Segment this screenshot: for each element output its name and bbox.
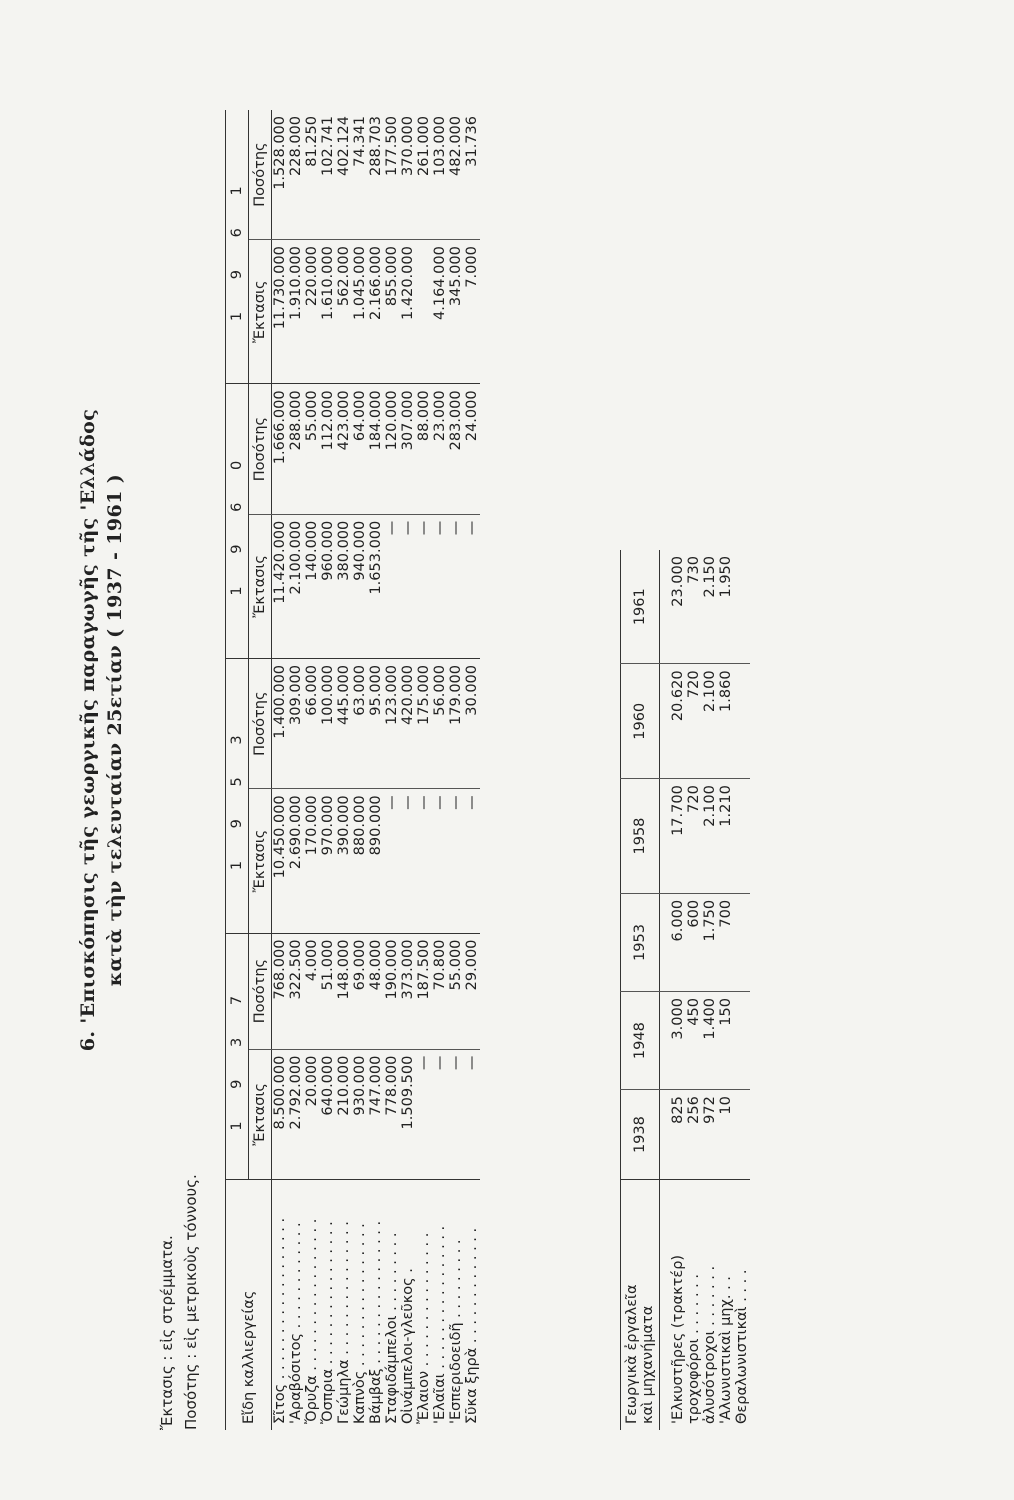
- quantity-value: 179.000: [448, 658, 464, 788]
- area-value: 1.420.000: [400, 240, 416, 384]
- quantity-value: 24.000: [464, 384, 480, 514]
- table-row: [272, 110, 289, 1430]
- area-value: —: [464, 1049, 480, 1179]
- area-header: Ἔκτασις: [249, 240, 272, 384]
- page-title: [75, 30, 129, 1430]
- machines-table: [620, 550, 750, 1430]
- quantity-value: 70.800: [432, 933, 448, 1049]
- year-header: 1 9 5 3: [226, 658, 249, 933]
- machine-count: 20.620: [660, 664, 687, 779]
- quantity-value: 768.000: [272, 933, 289, 1049]
- machine-count: 2.100: [702, 664, 718, 779]
- crop-name: Σταφιδάμπελοι . . . . . . . . .: [384, 1232, 400, 1424]
- table-row: [416, 110, 432, 1430]
- quantity-value: 63.000: [352, 658, 368, 788]
- quantity-value: 445.000: [336, 658, 352, 788]
- units-legend: [155, 30, 203, 1430]
- quantity-value: 102.741: [320, 110, 336, 240]
- quantity-value: 482.000: [448, 110, 464, 240]
- quantity-value: 309.000: [288, 658, 304, 788]
- machine-count: 730: [686, 550, 702, 664]
- quantity-value: 120.000: [384, 384, 400, 514]
- machine-count: 2.150: [702, 550, 718, 664]
- quantity-value: 69.000: [352, 933, 368, 1049]
- machine-count: 150: [718, 992, 734, 1090]
- table-row: [718, 550, 734, 1430]
- machine-count: [734, 664, 750, 779]
- quantity-value: 23.000: [432, 384, 448, 514]
- quantity-value: 123.000: [384, 658, 400, 788]
- table-row: [686, 550, 702, 1430]
- title-line-2: κατὰ τὴν τελευταίαν 25ετίαν ( 1937 - 1961 ): [104, 473, 126, 987]
- machine-count: 2.100: [702, 779, 718, 894]
- quantity-value: 190.000: [384, 933, 400, 1049]
- quantity-value: 55.000: [304, 384, 320, 514]
- machine-count: [734, 992, 750, 1090]
- quantity-value: 48.000: [368, 933, 384, 1049]
- quantity-value: 1.400.000: [272, 658, 289, 788]
- area-value: 210.000: [336, 1049, 352, 1179]
- quantity-value: 88.000: [416, 384, 432, 514]
- machine-count: 1.210: [718, 779, 734, 894]
- area-value: 890.000: [368, 789, 384, 933]
- crop-name: Σῦκα ξηρὰ . . . . . . . . . . . . .: [464, 1227, 480, 1424]
- crop-name: 'Ελαῖαι . . . . . . . . . . . . . . . .: [432, 1225, 448, 1424]
- crop-name: Οἰνάμπελοι-γλεῦκος .: [400, 1268, 416, 1424]
- quantity-value: 30.000: [464, 658, 480, 788]
- crop-name: Ὄσπρια . . . . . . . . . . . . . . . .: [320, 1221, 336, 1424]
- machine-count: 256: [686, 1090, 702, 1180]
- area-value: 2.166.000: [368, 240, 384, 384]
- area-value: 747.000: [368, 1049, 384, 1179]
- quantity-value: 148.000: [336, 933, 352, 1049]
- quantity-value: 420.000: [400, 658, 416, 788]
- quantity-value: 112.000: [320, 384, 336, 514]
- quantity-value: 1.528.000: [272, 110, 289, 240]
- quantity-value: 187.500: [416, 933, 432, 1049]
- crop-name: Ὄρυζα . . . . . . . . . . . . . . . . .: [304, 1218, 320, 1424]
- quantity-value: 261.000: [416, 110, 432, 240]
- machine-count: 972: [702, 1090, 718, 1180]
- machine-count: 1.950: [718, 550, 734, 664]
- machine-year-header: 1958: [621, 779, 660, 894]
- machine-count: 700: [718, 893, 734, 991]
- area-value: —: [400, 789, 416, 933]
- machine-count: 1.400: [702, 992, 718, 1090]
- machine-year-header: 1948: [621, 992, 660, 1090]
- quantity-value: 81.250: [304, 110, 320, 240]
- machine-count: [734, 550, 750, 664]
- quantity-value: 288.703: [368, 110, 384, 240]
- legend-area: Ἔκτασις : εἰς στρέμματα.: [158, 1235, 176, 1430]
- quantity-value: 1.666.000: [272, 384, 289, 514]
- area-value: 2.100.000: [288, 514, 304, 658]
- area-value: 4.164.000: [432, 240, 448, 384]
- year-header: 1 9 6 0: [226, 384, 249, 659]
- table-row: [448, 110, 464, 1430]
- machine-year-header: 1960: [621, 664, 660, 779]
- crop-name: Καπνὸς . . . . . . . . . . . . . . . .: [352, 1223, 368, 1424]
- area-value: 390.000: [336, 789, 352, 933]
- quantity-value: 51.000: [320, 933, 336, 1049]
- area-value: —: [432, 1049, 448, 1179]
- machine-name: 'Ελκυστῆρες (τρακτέρ): [670, 1254, 686, 1424]
- area-value: —: [400, 514, 416, 658]
- quantity-value: 175.000: [416, 658, 432, 788]
- title-line-1: 6. 'Επισκόπησις τῆς γεωργικῆς παραγωγῆς τῆς 'Ελλάδος: [77, 408, 99, 1052]
- table-row: [336, 110, 352, 1430]
- area-value: 10.450.000: [272, 789, 289, 933]
- area-value: 1.509.500: [400, 1049, 416, 1179]
- table-row: [320, 110, 336, 1430]
- crop-name: Γεώμηλα . . . . . . . . . . . . . . .: [336, 1221, 352, 1424]
- area-value: 20.000: [304, 1049, 320, 1179]
- area-value: —: [432, 789, 448, 933]
- quantity-value: 74.341: [352, 110, 368, 240]
- machine-year-header: 1953: [621, 893, 660, 991]
- area-value: —: [416, 1049, 432, 1179]
- machine-count: 1.750: [702, 893, 718, 991]
- quantity-value: 29.000: [464, 933, 480, 1049]
- area-value: —: [448, 1049, 464, 1179]
- quantity-value: 307.000: [400, 384, 416, 514]
- area-header: Ἔκτασις: [249, 789, 272, 933]
- area-value: 380.000: [336, 514, 352, 658]
- table-row: [734, 550, 750, 1430]
- quantity-value: 64.000: [352, 384, 368, 514]
- area-value: —: [416, 789, 432, 933]
- machine-count: 450: [686, 992, 702, 1090]
- area-value: 11.730.000: [272, 240, 289, 384]
- machine-count: [734, 893, 750, 991]
- quantity-value: 100.000: [320, 658, 336, 788]
- area-value: —: [464, 514, 480, 658]
- area-value: 11.420.000: [272, 514, 289, 658]
- quantity-header: Ποσότης: [249, 384, 272, 514]
- machine-name: τροχοφόροι . . . . . . .: [686, 1274, 702, 1424]
- area-value: —: [384, 514, 400, 658]
- table-row: [384, 110, 400, 1430]
- quantity-value: 95.000: [368, 658, 384, 788]
- table-row: [352, 110, 368, 1430]
- quantity-value: 184.000: [368, 384, 384, 514]
- area-value: 8.500.000: [272, 1049, 289, 1179]
- machine-count: 720: [686, 664, 702, 779]
- area-header: Ἔκτασις: [249, 1049, 272, 1179]
- machine-name: 'Αλωνιστικαὶ μηχ. . .: [718, 1276, 734, 1424]
- machine-count: 1.860: [718, 664, 734, 779]
- area-value: —: [416, 514, 432, 658]
- area-value: 2.792.000: [288, 1049, 304, 1179]
- area-value: 1.045.000: [352, 240, 368, 384]
- crop-rows: [272, 110, 481, 1430]
- area-value: —: [448, 514, 464, 658]
- quantity-header: Ποσότης: [249, 110, 272, 240]
- area-value: —: [448, 789, 464, 933]
- machine-count: [734, 779, 750, 894]
- quantity-value: 55.000: [448, 933, 464, 1049]
- area-value: [416, 240, 432, 384]
- area-value: 855.000: [384, 240, 400, 384]
- machine-count: 23.000: [660, 550, 687, 664]
- crop-name: 'Αραβόσιτος . . . . . . . . . . . .: [288, 1222, 304, 1424]
- crop-name: 'Εσπεριδοειδῆ . . . . . . . . .: [448, 1239, 464, 1424]
- machine-count: [734, 1090, 750, 1180]
- quantity-value: 177.500: [384, 110, 400, 240]
- area-value: —: [384, 789, 400, 933]
- machine-count: 17.700: [660, 779, 687, 894]
- machine-name-header: [621, 1180, 660, 1431]
- area-value: 970.000: [320, 789, 336, 933]
- machine-count: 600: [686, 893, 702, 991]
- table-row: [400, 110, 416, 1430]
- machine-count: 6.000: [660, 893, 687, 991]
- machine-header-line-1: Γεωργικὰ ἐργαλεῖα: [624, 1284, 640, 1424]
- table-row: [432, 110, 448, 1430]
- table-row: [368, 110, 384, 1430]
- quantity-value: 423.000: [336, 384, 352, 514]
- table-row: [660, 550, 687, 1430]
- area-value: 930.000: [352, 1049, 368, 1179]
- machine-name: ἀλυσότροχοι . . . . . . .: [702, 1265, 718, 1424]
- area-value: 170.000: [304, 789, 320, 933]
- crop-name: Βάμβαξ . . . . . . . . . . . . . . . .: [368, 1220, 384, 1424]
- area-header: Ἔκτασις: [249, 514, 272, 658]
- area-value: 960.000: [320, 514, 336, 658]
- quantity-value: 66.000: [304, 658, 320, 788]
- area-value: 7.000: [464, 240, 480, 384]
- area-value: 2.690.000: [288, 789, 304, 933]
- area-value: 1.653.000: [368, 514, 384, 658]
- quantity-value: 56.000: [432, 658, 448, 788]
- machine-name: Θεραλωνιστικαὶ . . . .: [734, 1269, 750, 1424]
- rotated-content: [75, 30, 975, 1430]
- area-value: 220.000: [304, 240, 320, 384]
- crops-table: [225, 110, 480, 1430]
- machine-count: 10: [718, 1090, 734, 1180]
- machine-header-line-2: καὶ μηχανήματα: [640, 1305, 656, 1424]
- area-value: 1.910.000: [288, 240, 304, 384]
- quantity-value: 288.000: [288, 384, 304, 514]
- machine-year-header: 1938: [621, 1090, 660, 1180]
- area-value: 140.000: [304, 514, 320, 658]
- quantity-value: 228.000: [288, 110, 304, 240]
- area-value: 880.000: [352, 789, 368, 933]
- quantity-value: 4.000: [304, 933, 320, 1049]
- quantity-value: 283.000: [448, 384, 464, 514]
- area-value: 345.000: [448, 240, 464, 384]
- table-row: [304, 110, 320, 1430]
- area-value: —: [464, 789, 480, 933]
- crop-name: Ἔλαιον . . . . . . . . . . . . . . .: [416, 1232, 432, 1424]
- machine-rows: [660, 550, 751, 1430]
- area-value: 1.610.000: [320, 240, 336, 384]
- machine-count: 720: [686, 779, 702, 894]
- area-value: 640.000: [320, 1049, 336, 1179]
- table-row: [702, 550, 718, 1430]
- quantity-value: 322.500: [288, 933, 304, 1049]
- quantity-header: Ποσότης: [249, 933, 272, 1049]
- year-header: 1 9 3 7: [226, 933, 249, 1179]
- machine-count: 825: [660, 1090, 687, 1180]
- year-header: 1 9 6 1: [226, 110, 249, 384]
- quantity-value: 370.000: [400, 110, 416, 240]
- area-value: 778.000: [384, 1049, 400, 1179]
- legend-quantity: Ποσότης : εἰς μετρικοὺς τόννους.: [182, 1174, 200, 1430]
- area-value: 940.000: [352, 514, 368, 658]
- crop-name-header: Εἴδη καλλιεργείας: [226, 1180, 272, 1431]
- quantity-value: 103.000: [432, 110, 448, 240]
- area-value: 562.000: [336, 240, 352, 384]
- machine-count: 3.000: [660, 992, 687, 1090]
- machine-year-header: 1961: [621, 550, 660, 664]
- crop-name: Σῖτος . . . . . . . . . . . . . . . . . .: [272, 1217, 288, 1424]
- area-value: —: [432, 514, 448, 658]
- table-row: [464, 110, 480, 1430]
- quantity-value: 373.000: [400, 933, 416, 1049]
- table-row: [288, 110, 304, 1430]
- quantity-value: 402.124: [336, 110, 352, 240]
- quantity-value: 31.736: [464, 110, 480, 240]
- quantity-header: Ποσότης: [249, 658, 272, 788]
